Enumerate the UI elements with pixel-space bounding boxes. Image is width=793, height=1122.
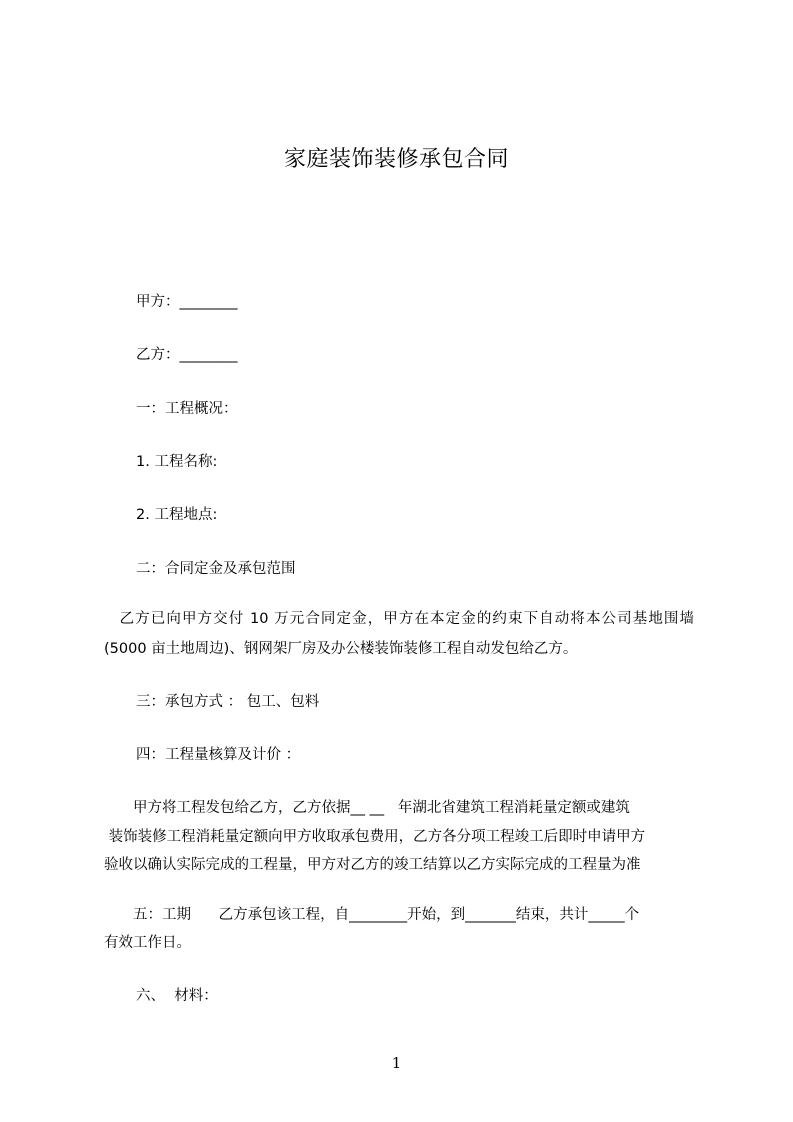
section-2-heading: 二：合同定金及承包范围 bbox=[136, 561, 296, 577]
party-a-line: 甲方：________ bbox=[136, 294, 238, 310]
section-3-line: 三：承包方式 ： 包工、包料 bbox=[136, 694, 320, 710]
party-b-line: 乙方：________ bbox=[136, 347, 238, 363]
section-2-body: 乙方已向甲方交付 10 万元合同定金，甲方在本定金的约束下自动将本公司基地围墙(5000 亩土地周边)、钢网架厂房及办公楼装饰装修工程自动发包给乙方。 bbox=[104, 611, 694, 657]
project-location-item: 2. 工程地点: bbox=[136, 507, 218, 523]
section-5-line-1: 五：工期 乙方承包该工程，自________开始，到_______结束，共计_____个 bbox=[104, 907, 640, 923]
project-name-item: 1. 工程名称: bbox=[136, 454, 218, 470]
section-4-body-line-2: 装饰装修工程消耗量定额向甲方收取承包费用，乙方各分项工程竣工后即时申请甲方 bbox=[104, 829, 646, 845]
section-4-heading: 四：工程量核算及计价 ： bbox=[136, 747, 301, 763]
page-number: 1 bbox=[391, 1054, 402, 1072]
section-4-body-line-3: 验收以确认实际完成的工程量，甲方对乙方的竣工结算以乙方实际完成的工程量为准 bbox=[104, 857, 641, 873]
page-title: 家庭装饰装修承包合同 bbox=[283, 147, 509, 172]
section-5-line-2: 有效工作日。 bbox=[104, 935, 191, 951]
section-6-heading: 六、 材料： bbox=[136, 988, 218, 1004]
section-1-heading: 一：工程概况： bbox=[136, 401, 238, 417]
section-4-body-line-1: 甲方将工程发包给乙方，乙方依据__ __ 年湖北省建筑工程消耗量定额或建筑 bbox=[104, 800, 630, 816]
